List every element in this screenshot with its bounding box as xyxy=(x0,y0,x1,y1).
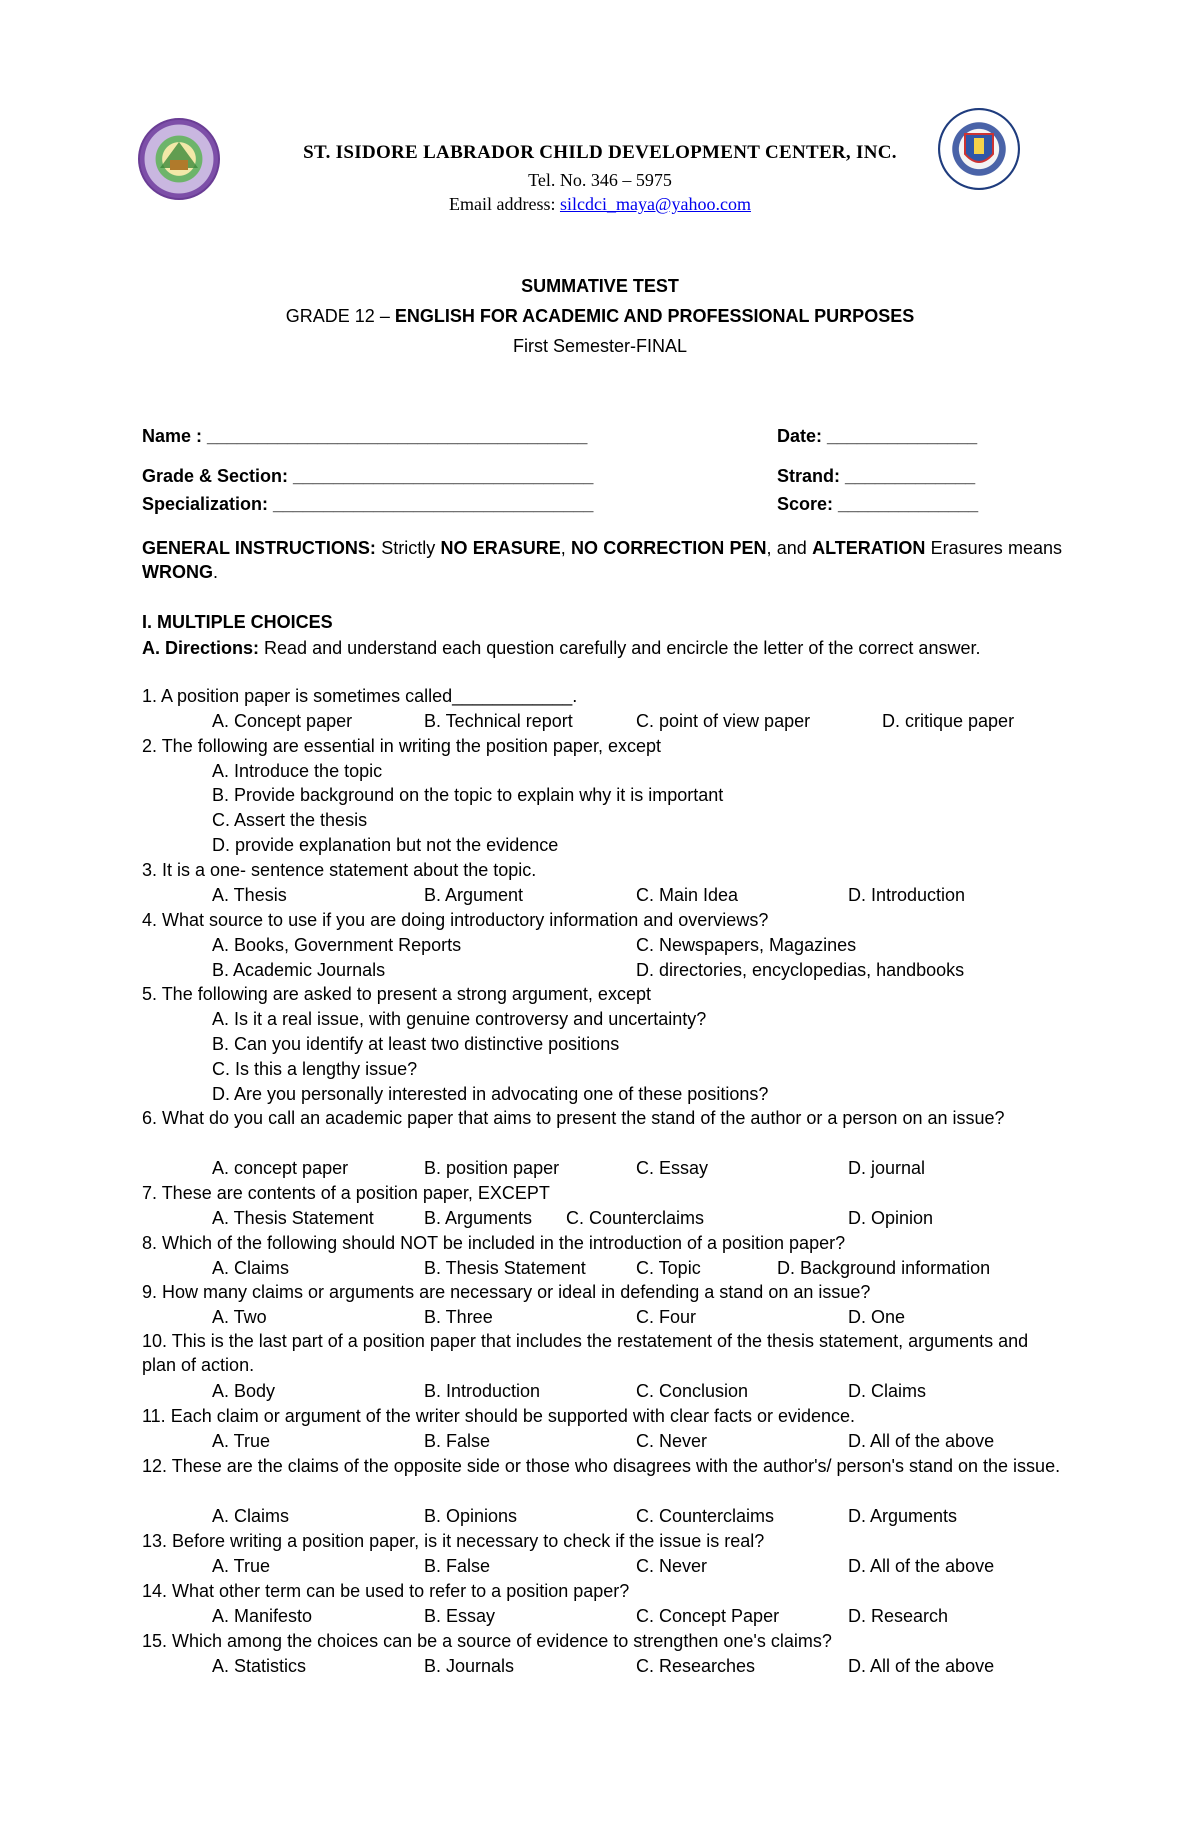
choice[interactable]: C. Essay xyxy=(636,1158,709,1178)
question-15: 15. Which among the choices can be a source of evidence to strengthen one's claims? xyxy=(142,1631,832,1651)
choice[interactable]: C. Concept Paper xyxy=(636,1606,780,1626)
choice[interactable]: D. One xyxy=(848,1307,906,1327)
choice[interactable]: C. Newspapers, Magazines xyxy=(636,935,857,955)
instructions-text: Erasures means xyxy=(925,538,1062,558)
instructions-emphasis: ALTERATION xyxy=(812,538,926,558)
choice[interactable]: A. concept paper xyxy=(212,1158,349,1178)
question-12: 12. These are the claims of the opposite side or those who disagrees with the author's/ person's stand on the issue. xyxy=(142,1456,1061,1476)
general-instructions xyxy=(142,536,1062,584)
choice[interactable]: A. Thesis xyxy=(212,885,287,905)
school-email-line xyxy=(0,194,1200,215)
score-field[interactable]: Score: ______________ xyxy=(777,494,979,514)
choice[interactable]: C. Conclusion xyxy=(636,1381,749,1401)
choice[interactable]: D. Opinion xyxy=(848,1208,934,1228)
test-subject xyxy=(0,306,1200,327)
instructions-text: Strictly xyxy=(375,538,441,558)
choice[interactable]: D. Claims xyxy=(848,1381,927,1401)
choice[interactable]: D. All of the above xyxy=(848,1431,995,1451)
choice[interactable]: B. Arguments xyxy=(424,1208,533,1228)
choice[interactable]: D. provide explanation but not the evidence xyxy=(212,835,559,855)
question-11: 11. Each claim or argument of the writer should be supported with clear facts or evidence. xyxy=(142,1406,856,1426)
choice[interactable]: C. Counterclaims xyxy=(566,1208,705,1228)
choice[interactable]: A. Thesis Statement xyxy=(212,1208,374,1228)
choice[interactable]: A. Claims xyxy=(212,1258,290,1278)
choice[interactable]: C. Assert the thesis xyxy=(212,810,368,830)
school-name: ST. ISIDORE LABRADOR CHILD DEVELOPMENT CENTER, INC. xyxy=(303,142,897,163)
choice[interactable]: D. Are you personally interested in advocating one of these positions? xyxy=(212,1084,769,1104)
choice[interactable]: A. Introduce the topic xyxy=(212,761,383,781)
choice[interactable]: A. Body xyxy=(212,1381,276,1401)
school-telephone: Tel. No. 346 – 5975 xyxy=(528,170,672,190)
grade-label: GRADE 12 – xyxy=(285,306,395,326)
question-3: 3. It is a one- sentence statement about the topic. xyxy=(142,860,537,880)
choice[interactable]: B. Introduction xyxy=(424,1381,541,1401)
choice[interactable]: A. Is it a real issue, with genuine controversy and uncertainty? xyxy=(212,1009,707,1029)
choice[interactable]: D. All of the above xyxy=(848,1656,995,1676)
choice[interactable]: C. point of view paper xyxy=(636,711,811,731)
choice[interactable]: D. critique paper xyxy=(882,711,1015,731)
instructions-emphasis: WRONG xyxy=(142,562,213,582)
instructions-text: , xyxy=(560,538,571,558)
name-field[interactable]: Name : ______________________________________ xyxy=(142,426,588,446)
date-field[interactable]: Date: _______________ xyxy=(777,426,978,446)
question-6: 6. What do you call an academic paper that aims to present the stand of the author or a person on an issue? xyxy=(142,1108,1005,1128)
instructions-label: GENERAL INSTRUCTIONS: xyxy=(142,538,376,558)
email-label: Email address: xyxy=(448,194,560,214)
choice[interactable]: C. Researches xyxy=(636,1656,756,1676)
choice[interactable]: A. Books, Government Reports xyxy=(212,935,462,955)
choice[interactable]: B. Journals xyxy=(424,1656,515,1676)
subject-name: ENGLISH FOR ACADEMIC AND PROFESSIONAL PURPOSES xyxy=(394,306,915,326)
choice[interactable]: B. Technical report xyxy=(424,711,573,731)
choice[interactable]: B. position paper xyxy=(424,1158,560,1178)
choice[interactable]: D. All of the above xyxy=(848,1556,995,1576)
choice[interactable]: D. journal xyxy=(848,1158,926,1178)
choice[interactable]: C. Topic xyxy=(636,1258,701,1278)
choice[interactable]: D. Introduction xyxy=(848,885,966,905)
specialization-field[interactable]: Specialization: ________________________________ xyxy=(142,494,594,514)
test-title: SUMMATIVE TEST xyxy=(521,276,679,296)
question-14: 14. What other term can be used to refer to a position paper? xyxy=(142,1581,630,1601)
instructions-emphasis: NO CORRECTION PEN xyxy=(571,538,767,558)
choice[interactable]: B. False xyxy=(424,1556,491,1576)
question-8: 8. Which of the following should NOT be included in the introduction of a position paper? xyxy=(142,1233,846,1253)
choice[interactable]: B. Provide background on the topic to explain why it is important xyxy=(212,785,724,805)
question-4: 4. What source to use if you are doing introductory information and overviews? xyxy=(142,910,769,930)
directions xyxy=(142,636,1062,660)
choice[interactable]: C. Four xyxy=(636,1307,697,1327)
choice[interactable]: C. Main Idea xyxy=(636,885,739,905)
question-5: 5. The following are asked to present a strong argument, except xyxy=(142,984,651,1004)
choice[interactable]: C. Never xyxy=(636,1431,708,1451)
choice[interactable]: B. Academic Journals xyxy=(212,960,386,980)
choice[interactable]: A. Manifesto xyxy=(212,1606,313,1626)
choice[interactable]: B. Opinions xyxy=(424,1506,518,1526)
directions-label: A. Directions: xyxy=(142,638,260,658)
question-1: 1. A position paper is sometimes called____________. xyxy=(142,686,578,706)
choice[interactable]: A. Statistics xyxy=(212,1656,307,1676)
grade-section-field[interactable]: Grade & Section: ______________________________ xyxy=(142,466,594,486)
choice[interactable]: B. Three xyxy=(424,1307,493,1327)
choice[interactable]: B. Essay xyxy=(424,1606,496,1626)
choice[interactable]: A. True xyxy=(212,1431,271,1451)
choice[interactable]: A. Claims xyxy=(212,1506,290,1526)
question-7: 7. These are contents of a position paper, EXCEPT xyxy=(142,1183,550,1203)
choice[interactable]: C. Never xyxy=(636,1556,708,1576)
section-title: I. MULTIPLE CHOICES xyxy=(142,612,333,632)
question-9: 9. How many claims or arguments are necessary or ideal in defending a stand on an issue? xyxy=(142,1282,871,1302)
choice[interactable]: D. directories, encyclopedias, handbooks xyxy=(636,960,965,980)
choice[interactable]: D. Arguments xyxy=(848,1506,958,1526)
choice[interactable]: A. Two xyxy=(212,1307,267,1327)
choice[interactable]: A. True xyxy=(212,1556,271,1576)
choice[interactable]: B. Thesis Statement xyxy=(424,1258,586,1278)
test-semester: First Semester-FINAL xyxy=(512,336,688,356)
question-10: 10. This is the last part of a position paper that includes the restatement of the thesis statement, arguments and plan of action. xyxy=(142,1331,1029,1375)
email-link[interactable]: silcdci_maya@yahoo.com xyxy=(559,194,751,214)
directions-text: Read and understand each question carefully and encircle the letter of the correct answer. xyxy=(259,638,981,658)
strand-field[interactable]: Strand: _____________ xyxy=(777,466,976,486)
question-2: 2. The following are essential in writing the position paper, except xyxy=(142,736,661,756)
choice[interactable]: D. Research xyxy=(848,1606,949,1626)
choice[interactable]: D. Background information xyxy=(777,1258,991,1278)
choice[interactable]: C. Counterclaims xyxy=(636,1506,775,1526)
instructions-text: , and xyxy=(766,538,813,558)
instructions-text: . xyxy=(213,562,219,582)
instructions-emphasis: NO ERASURE xyxy=(440,538,561,558)
choice[interactable]: A. Concept paper xyxy=(212,711,353,731)
choice[interactable]: B. Can you identify at least two distinctive positions xyxy=(212,1034,620,1054)
question-13: 13. Before writing a position paper, is it necessary to check if the issue is real? xyxy=(142,1531,765,1551)
choice[interactable]: B. Argument xyxy=(424,885,524,905)
choice[interactable]: B. False xyxy=(424,1431,491,1451)
choice[interactable]: C. Is this a lengthy issue? xyxy=(212,1059,418,1079)
